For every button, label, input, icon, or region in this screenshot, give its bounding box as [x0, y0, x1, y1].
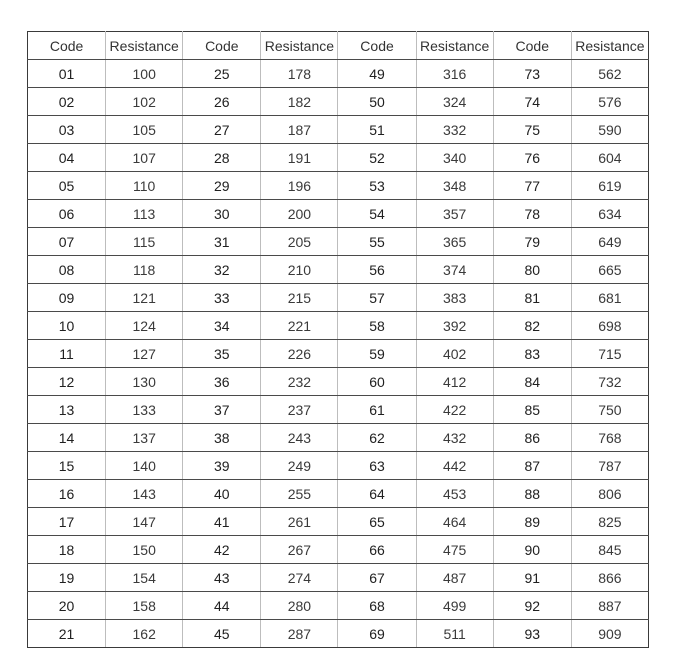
code-cell: 68	[338, 592, 416, 620]
code-cell: 93	[493, 620, 571, 648]
code-cell: 86	[493, 424, 571, 452]
code-cell: 28	[183, 144, 261, 172]
code-cell: 12	[28, 368, 106, 396]
code-cell: 83	[493, 340, 571, 368]
column-header-code: Code	[493, 32, 571, 60]
resistance-cell: 150	[106, 536, 183, 564]
code-cell: 74	[493, 88, 571, 116]
code-cell: 76	[493, 144, 571, 172]
column-header-code: Code	[28, 32, 106, 60]
code-cell: 62	[338, 424, 416, 452]
resistance-cell: 182	[261, 88, 338, 116]
table-row	[28, 452, 649, 480]
resistance-cell: 115	[106, 228, 183, 256]
code-cell: 82	[493, 312, 571, 340]
code-cell: 31	[183, 228, 261, 256]
resistance-cell: 442	[416, 452, 493, 480]
table-row	[28, 620, 649, 648]
code-cell: 84	[493, 368, 571, 396]
resistance-cell: 162	[106, 620, 183, 648]
resistance-cell: 806	[571, 480, 648, 508]
resistance-cell: 499	[416, 592, 493, 620]
code-cell: 79	[493, 228, 571, 256]
resistance-cell: 118	[106, 256, 183, 284]
resistance-cell: 619	[571, 172, 648, 200]
resistance-cell: 604	[571, 144, 648, 172]
resistance-code-table-container	[27, 31, 649, 648]
code-cell: 58	[338, 312, 416, 340]
resistance-cell: 226	[261, 340, 338, 368]
resistance-cell: 280	[261, 592, 338, 620]
table-row	[28, 60, 649, 88]
code-cell: 01	[28, 60, 106, 88]
code-cell: 52	[338, 144, 416, 172]
resistance-cell: 124	[106, 312, 183, 340]
resistance-cell: 215	[261, 284, 338, 312]
column-header-resistance: Resistance	[571, 32, 648, 60]
resistance-cell: 143	[106, 480, 183, 508]
code-cell: 11	[28, 340, 106, 368]
code-cell: 09	[28, 284, 106, 312]
code-cell: 69	[338, 620, 416, 648]
code-cell: 45	[183, 620, 261, 648]
resistance-cell: 102	[106, 88, 183, 116]
resistance-cell: 110	[106, 172, 183, 200]
code-cell: 15	[28, 452, 106, 480]
code-cell: 92	[493, 592, 571, 620]
table-row	[28, 172, 649, 200]
resistance-cell: 154	[106, 564, 183, 592]
resistance-cell: 178	[261, 60, 338, 88]
code-cell: 03	[28, 116, 106, 144]
column-header-resistance: Resistance	[106, 32, 183, 60]
resistance-cell: 866	[571, 564, 648, 592]
resistance-cell: 158	[106, 592, 183, 620]
code-cell: 43	[183, 564, 261, 592]
resistance-cell: 453	[416, 480, 493, 508]
code-cell: 21	[28, 620, 106, 648]
resistance-cell: 562	[571, 60, 648, 88]
code-cell: 91	[493, 564, 571, 592]
resistance-cell: 261	[261, 508, 338, 536]
resistance-cell: 487	[416, 564, 493, 592]
code-cell: 40	[183, 480, 261, 508]
resistance-cell: 825	[571, 508, 648, 536]
table-row	[28, 200, 649, 228]
code-cell: 26	[183, 88, 261, 116]
code-cell: 55	[338, 228, 416, 256]
code-cell: 61	[338, 396, 416, 424]
resistance-cell: 274	[261, 564, 338, 592]
code-cell: 30	[183, 200, 261, 228]
resistance-cell: 590	[571, 116, 648, 144]
code-cell: 25	[183, 60, 261, 88]
code-cell: 56	[338, 256, 416, 284]
code-cell: 27	[183, 116, 261, 144]
resistance-cell: 255	[261, 480, 338, 508]
code-cell: 19	[28, 564, 106, 592]
code-cell: 37	[183, 396, 261, 424]
table-row	[28, 508, 649, 536]
code-cell: 20	[28, 592, 106, 620]
code-cell: 10	[28, 312, 106, 340]
resistance-cell: 634	[571, 200, 648, 228]
code-cell: 39	[183, 452, 261, 480]
resistance-cell: 237	[261, 396, 338, 424]
resistance-cell: 665	[571, 256, 648, 284]
code-cell: 33	[183, 284, 261, 312]
resistance-cell: 107	[106, 144, 183, 172]
code-cell: 53	[338, 172, 416, 200]
table-row	[28, 116, 649, 144]
resistance-cell: 121	[106, 284, 183, 312]
code-cell: 50	[338, 88, 416, 116]
resistance-cell: 316	[416, 60, 493, 88]
code-cell: 49	[338, 60, 416, 88]
code-cell: 88	[493, 480, 571, 508]
code-cell: 54	[338, 200, 416, 228]
resistance-cell: 768	[571, 424, 648, 452]
resistance-cell: 200	[261, 200, 338, 228]
resistance-cell: 383	[416, 284, 493, 312]
resistance-cell: 422	[416, 396, 493, 424]
resistance-cell: 845	[571, 536, 648, 564]
code-cell: 60	[338, 368, 416, 396]
table-body	[28, 60, 649, 648]
resistance-cell: 133	[106, 396, 183, 424]
code-cell: 75	[493, 116, 571, 144]
table-row	[28, 88, 649, 116]
code-cell: 89	[493, 508, 571, 536]
table-row	[28, 312, 649, 340]
resistance-cell: 464	[416, 508, 493, 536]
resistance-cell: 205	[261, 228, 338, 256]
code-cell: 66	[338, 536, 416, 564]
code-cell: 13	[28, 396, 106, 424]
resistance-cell: 909	[571, 620, 648, 648]
header-row	[28, 32, 649, 60]
resistance-cell: 100	[106, 60, 183, 88]
resistance-cell: 750	[571, 396, 648, 424]
resistance-cell: 287	[261, 620, 338, 648]
resistance-cell: 348	[416, 172, 493, 200]
resistance-cell: 137	[106, 424, 183, 452]
resistance-cell: 332	[416, 116, 493, 144]
resistance-cell: 412	[416, 368, 493, 396]
resistance-cell: 340	[416, 144, 493, 172]
table-row	[28, 256, 649, 284]
resistance-cell: 475	[416, 536, 493, 564]
code-cell: 63	[338, 452, 416, 480]
code-cell: 81	[493, 284, 571, 312]
resistance-cell: 105	[106, 116, 183, 144]
resistance-cell: 267	[261, 536, 338, 564]
table-row	[28, 396, 649, 424]
resistance-cell: 221	[261, 312, 338, 340]
code-cell: 35	[183, 340, 261, 368]
resistance-cell: 232	[261, 368, 338, 396]
table-row	[28, 368, 649, 396]
resistance-cell: 511	[416, 620, 493, 648]
code-cell: 78	[493, 200, 571, 228]
resistance-cell: 392	[416, 312, 493, 340]
resistance-cell: 210	[261, 256, 338, 284]
table-row	[28, 564, 649, 592]
table-row	[28, 340, 649, 368]
code-cell: 32	[183, 256, 261, 284]
resistance-cell: 715	[571, 340, 648, 368]
code-cell: 04	[28, 144, 106, 172]
resistance-cell: 787	[571, 452, 648, 480]
code-cell: 77	[493, 172, 571, 200]
resistance-cell: 365	[416, 228, 493, 256]
code-cell: 34	[183, 312, 261, 340]
resistance-cell: 324	[416, 88, 493, 116]
table-row	[28, 284, 649, 312]
column-header-resistance: Resistance	[416, 32, 493, 60]
resistance-cell: 432	[416, 424, 493, 452]
table-row	[28, 480, 649, 508]
resistance-cell: 140	[106, 452, 183, 480]
code-cell: 51	[338, 116, 416, 144]
code-cell: 44	[183, 592, 261, 620]
table-row	[28, 228, 649, 256]
code-cell: 18	[28, 536, 106, 564]
code-cell: 17	[28, 508, 106, 536]
code-cell: 90	[493, 536, 571, 564]
code-cell: 64	[338, 480, 416, 508]
column-header-code: Code	[183, 32, 261, 60]
code-cell: 38	[183, 424, 261, 452]
code-cell: 14	[28, 424, 106, 452]
code-cell: 41	[183, 508, 261, 536]
resistance-cell: 147	[106, 508, 183, 536]
resistance-cell: 113	[106, 200, 183, 228]
table-row	[28, 592, 649, 620]
resistance-cell: 196	[261, 172, 338, 200]
resistance-cell: 649	[571, 228, 648, 256]
code-cell: 05	[28, 172, 106, 200]
resistance-cell: 249	[261, 452, 338, 480]
code-cell: 57	[338, 284, 416, 312]
code-cell: 06	[28, 200, 106, 228]
resistance-cell: 127	[106, 340, 183, 368]
resistance-cell: 243	[261, 424, 338, 452]
code-cell: 29	[183, 172, 261, 200]
code-cell: 73	[493, 60, 571, 88]
resistance-cell: 187	[261, 116, 338, 144]
code-cell: 85	[493, 396, 571, 424]
resistance-cell: 130	[106, 368, 183, 396]
code-cell: 67	[338, 564, 416, 592]
code-cell: 65	[338, 508, 416, 536]
table-row	[28, 424, 649, 452]
resistance-code-table	[27, 31, 649, 648]
resistance-cell: 681	[571, 284, 648, 312]
resistance-cell: 191	[261, 144, 338, 172]
resistance-cell: 402	[416, 340, 493, 368]
table-row	[28, 144, 649, 172]
resistance-cell: 732	[571, 368, 648, 396]
code-cell: 36	[183, 368, 261, 396]
code-cell: 42	[183, 536, 261, 564]
code-cell: 80	[493, 256, 571, 284]
table-header	[28, 32, 649, 60]
code-cell: 02	[28, 88, 106, 116]
code-cell: 07	[28, 228, 106, 256]
resistance-cell: 887	[571, 592, 648, 620]
code-cell: 16	[28, 480, 106, 508]
table-row	[28, 536, 649, 564]
resistance-cell: 698	[571, 312, 648, 340]
code-cell: 59	[338, 340, 416, 368]
column-header-code: Code	[338, 32, 416, 60]
code-cell: 08	[28, 256, 106, 284]
column-header-resistance: Resistance	[261, 32, 338, 60]
resistance-cell: 357	[416, 200, 493, 228]
resistance-cell: 374	[416, 256, 493, 284]
resistance-cell: 576	[571, 88, 648, 116]
code-cell: 87	[493, 452, 571, 480]
